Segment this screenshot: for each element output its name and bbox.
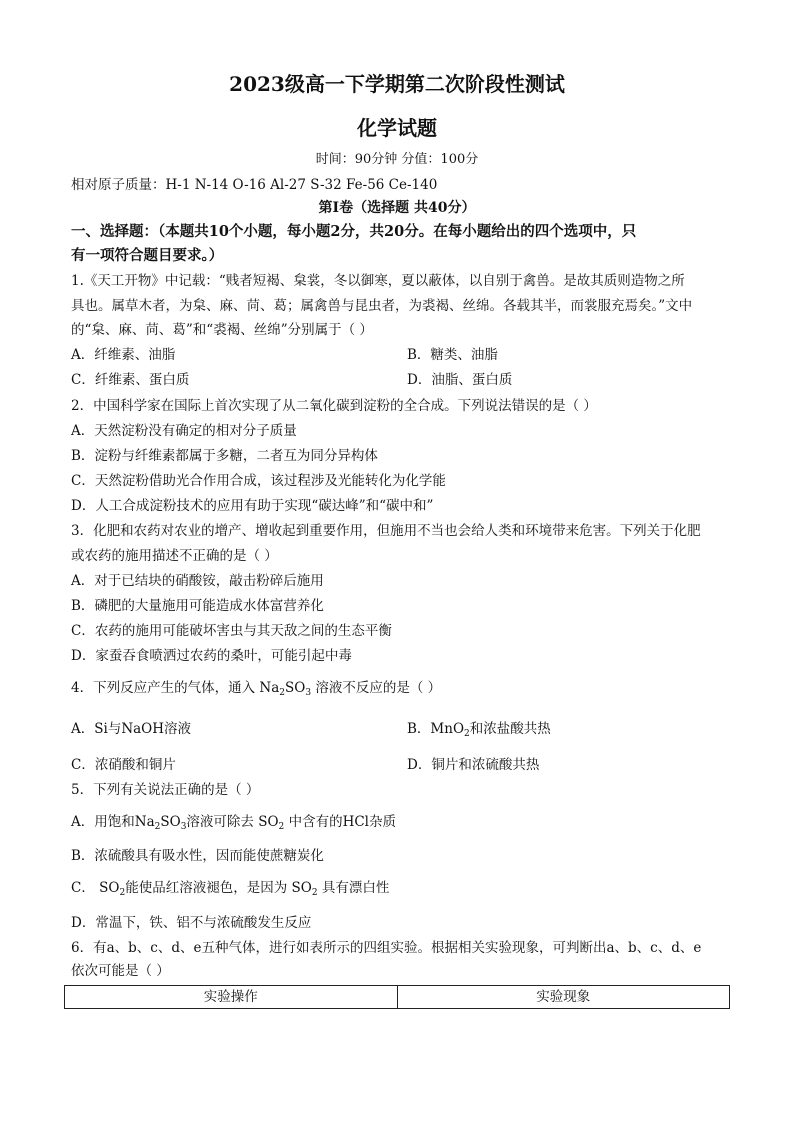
q3-option-c: C．农药的施用可能破坏害虫与其天敌之间的生态平衡 [71,623,392,639]
q6-table-header [64,985,730,1009]
exam-title: 2023级高一下学期第二次阶段性测试 [229,72,565,96]
subject-title: 化学试题 [357,116,437,140]
q1-option-b: B．糖类、油脂 [407,347,498,363]
table-header-operation: 实验操作 [203,989,258,1005]
q3-stem-2: 或农药的施用描述不正确的是（ ） [71,548,278,564]
exam-meta: 时间：90分钟 分值：100分 [315,152,479,167]
q5-option-d: D．常温下，铁、铝不与浓硫酸发生反应 [71,915,312,931]
q4-option-c: C．浓硝酸和铜片 [71,757,176,773]
part1-heading: 一、选择题：（本题共10个小题，每小题2分，共20分。在每小题给出的四个选项中，只 [71,223,637,240]
q4-stem: 4．下列反应产生的气体，通入 $Na_2SO_3$ 溶液不反应的是（ ） [71,680,442,698]
q3-stem-1: 3．化肥和农药对农业的增产、增收起到重要作用，但施用不当也会给人类和环境带来危害。下列关于化肥 [71,523,701,539]
q1-option-d: D．油脂、蛋白质 [407,372,513,388]
part1-heading-cont: 有一项符合题目要求。） [71,247,224,264]
table-header-phenomenon: 实验现象 [397,986,730,1008]
q2-stem: 2．中国科学家在国际上首次实现了从二氧化碳到淀粉的全合成。下列说法错误的是（ ） [71,398,597,414]
q1-stem-1: 1.《天工开物》中记载：“贱者短褐、枲裳，冬以御寒，夏以蔽体，以自别于禽兽。是故其质则造物之所 [71,273,685,289]
q3-option-b: B．磷肥的大量施用可能造成水体富营养化 [71,598,324,614]
q2-option-d: D．人工合成淀粉技术的应用有助于实现“碳达峰”和“碳中和” [71,498,434,514]
q6-stem-2: 依次可能是（ ） [71,963,170,979]
q5-option-b: B．浓硫酸具有吸水性，因而能使蔗糖炭化 [71,848,324,864]
q5-option-c: C． $SO_2$能使品红溶液褪色，是因为 $SO_2$ 具有漂白性 [71,880,390,898]
q5-option-a: A．用饱和$Na_2SO_3$溶液可除去 $SO_2$ 中含有的HCl杂质 [71,814,396,832]
atomic-masses: 相对原子质量：H-1 N-14 O-16 Al-27 S-32 Fe-56 Ce-140 [71,177,438,193]
q4-option-b: B．MnO$_2$和浓盐酸共热 [407,721,551,739]
q1-stem-2: 具也。属草木者，为枲、麻、苘、葛；属禽兽与昆虫者，为裘褐、丝绵。各载其半，而裳服充焉矣。”文中 [71,298,693,314]
q3-option-d: D．家蚕吞食喷洒过农药的桑叶，可能引起中毒 [71,648,352,664]
q1-option-a: A．纤维素、油脂 [71,347,176,363]
q2-option-b: B．淀粉与纤维素都属于多糖，二者互为同分异构体 [71,448,378,464]
q6-stem-1: 6．有a、b、c、d、e五种气体，进行如表所示的四组实验。根据相关实验现象，可判断出a、b、c、d、e [71,940,702,956]
q2-option-c: C．天然淀粉借助光合作用合成，该过程涉及光能转化为化学能 [71,473,446,489]
q1-option-c: C．纤维素、蛋白质 [71,372,190,388]
q5-stem: 5．下列有关说法正确的是（ ） [71,782,260,798]
q3-option-a: A．对于已结块的硝酸铵，敲击粉碎后施用 [71,573,324,589]
q4-option-d: D．铜片和浓硫酸共热 [407,757,540,773]
section-title: 第Ⅰ卷（选择题 共40分） [318,200,476,216]
q4-option-a: A．Si与NaOH溶液 [71,721,192,737]
q1-stem-3: 的“枲、麻、苘、葛”和“裘褐、丝绵”分别属于（ ） [71,322,373,338]
q2-option-a: A．天然淀粉没有确定的相对分子质量 [71,423,297,439]
